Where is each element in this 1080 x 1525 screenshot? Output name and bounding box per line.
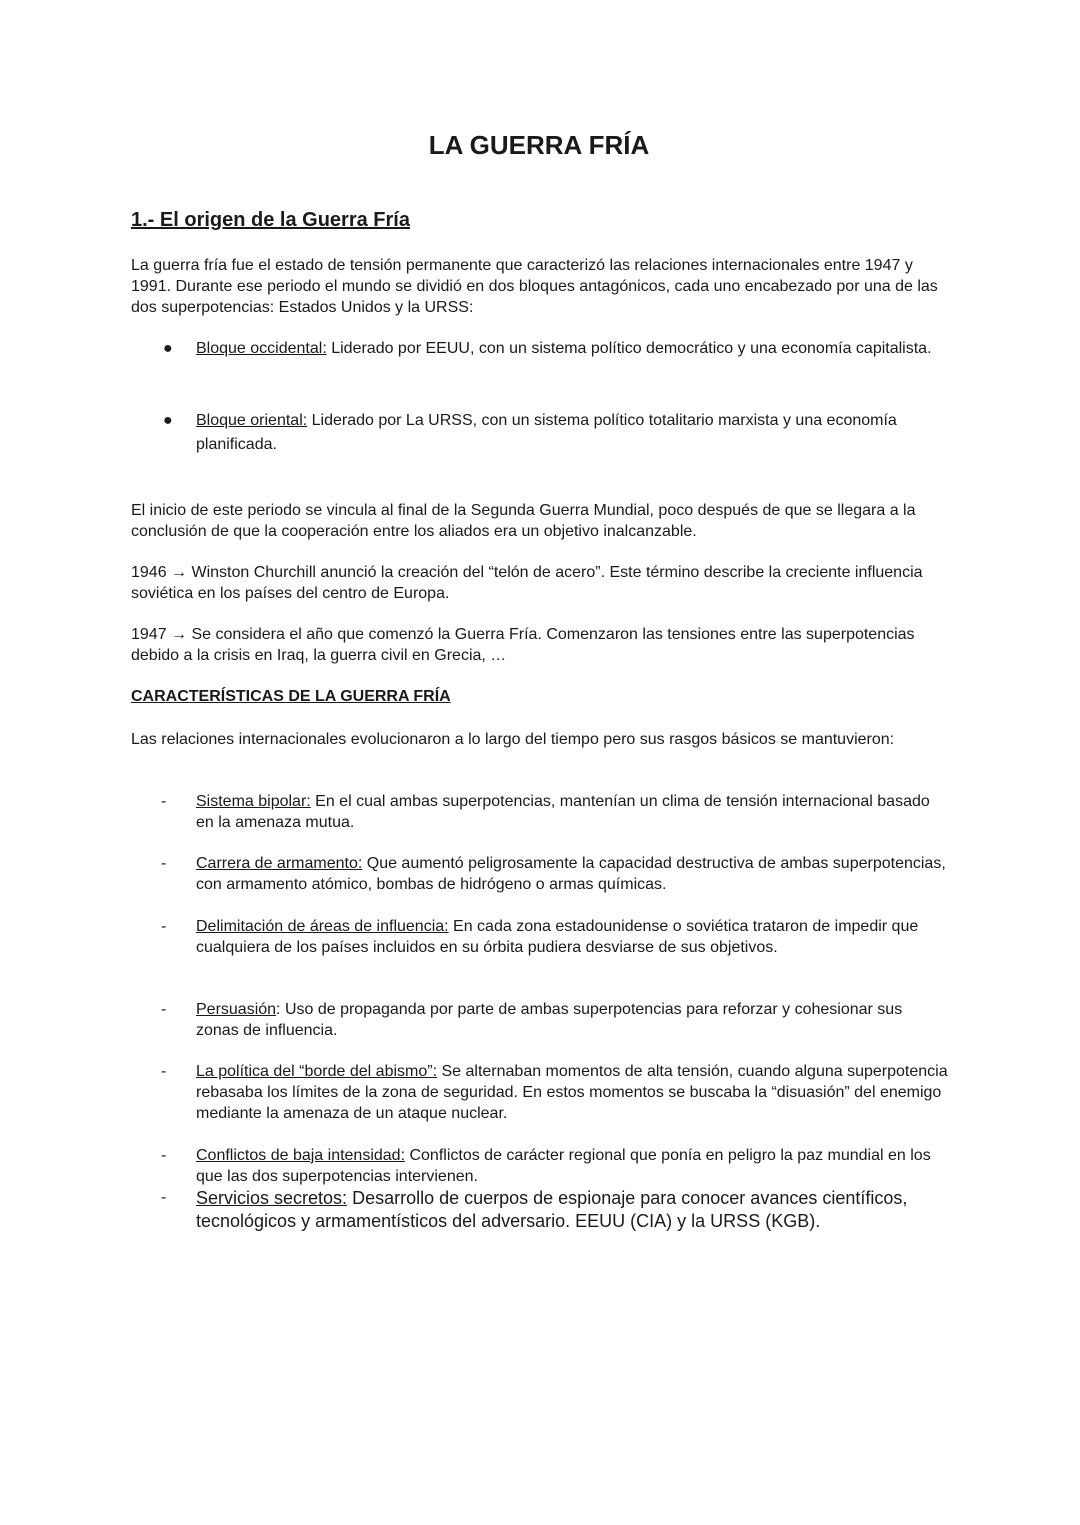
paragraph-1946: 1946 → Winston Churchill anunció la creación del “telón de acero”. Este término describe la creciente influencia soviética en los países del centro de Europa. [131, 564, 923, 602]
list-item-body: Liderado por EEUU, con un sistema político democrático y una economía capitalista. [326, 340, 932, 357]
list-item-label: Servicios secretos: [196, 1188, 348, 1208]
dash-marker: - [161, 855, 167, 872]
list-item-label: Bloque oriental: [196, 412, 308, 429]
dash-marker: - [161, 793, 167, 810]
list-item-label: Carrera de armamento: [196, 855, 363, 872]
paragraph-1947: 1947 → Se considera el año que comenzó la Guerra Fría. Comenzaron las tensiones entre las superpotencias debido a la crisis en Iraq, la guerra civil en Grecia, … [131, 626, 915, 664]
document-title: LA GUERRA FRÍA [428, 130, 650, 160]
list-item-text [196, 853, 948, 895]
dash-marker: - [161, 1189, 167, 1206]
list-item-text [196, 1187, 948, 1233]
list-item-body: En el cual ambas superpotencias, mantenían un clima de tensión internacional basado en la amenaza mutua. [196, 793, 930, 831]
list-item-text [196, 1061, 948, 1124]
list-item-label: La política del “borde del abismo”: [196, 1063, 438, 1080]
list-item-body: Liderado por La URSS, con un sistema político totalitario marxista y una economía planificada. [196, 412, 897, 453]
list-item-text [196, 999, 948, 1041]
list-item-body: : Uso de propaganda por parte de ambas superpotencias para reforzar y cohesionar sus zonas de influencia. [196, 1001, 903, 1039]
list-item-body: Que aumentó peligrosamente la capacidad destructiva de ambas superpotencias, con armamento atómico, bombas de hidrógeno o armas químicas. [196, 855, 946, 893]
list-item-body: Conflictos de carácter regional que ponía en peligro la paz mundial en los que las dos superpotencias intervienen. [196, 1147, 931, 1185]
list-item-label: Bloque occidental: [196, 340, 327, 357]
list-item-text [196, 791, 948, 833]
dash-marker: - [161, 1001, 167, 1018]
list-item-label: Sistema bipolar: [196, 793, 311, 810]
section-heading-origin: 1.- El origen de la Guerra Fría [131, 209, 410, 231]
bullet-marker: ● [163, 340, 173, 357]
list-item-text [196, 409, 948, 457]
characteristics-heading: CARACTERÍSTICAS DE LA GUERRA FRÍA [131, 688, 451, 705]
bullet-marker: ● [163, 412, 173, 429]
list-item-text [196, 916, 948, 958]
dash-marker: - [161, 1147, 167, 1164]
paragraph-inicio: El inicio de este periodo se vincula al final de la Segunda Guerra Mundial, poco después de que se llegara a la conclusión de que la cooperación entre los aliados era un objetivo inalcanzable. [131, 502, 916, 540]
dash-marker: - [161, 918, 167, 935]
list-item-body: Desarrollo de cuerpos de espionaje para conocer avances científicos, tecnológicos y armamentísticos del adversario. EEUU (CIA) y la URSS (KGB). [196, 1188, 908, 1231]
list-item-label: Conflictos de baja intensidad: [196, 1147, 406, 1164]
list-item-label: Delimitación de áreas de influencia: [196, 918, 449, 935]
list-item-body: Se alternaban momentos de alta tensión, cuando alguna superpotencia rebasaba los límites de la zona de seguridad. En estos momentos se buscaba la “disuasión” del enemigo mediante la amenaza de un ataque nuclear. [196, 1063, 948, 1122]
list-item-text [196, 337, 948, 361]
dash-marker: - [161, 1063, 167, 1080]
list-item-body: En cada zona estadounidense o soviética trataron de impedir que cualquiera de los países incluidos en su órbita pudiera desviarse de sus objetivos. [196, 918, 919, 956]
characteristics-intro: Las relaciones internacionales evolucionaron a lo largo del tiempo pero sus rasgos básicos se mantuvieron: [131, 731, 895, 748]
list-item-text [196, 1145, 948, 1187]
list-item-label: Persuasión [196, 1001, 277, 1018]
intro-paragraph: La guerra fría fue el estado de tensión permanente que caracterizó las relaciones internacionales entre 1947 y 1991. Durante ese periodo el mundo se dividió en dos bloques antagónicos, cada uno encabezado por una de las dos superpotencias: Estados Unidos y la URSS: [131, 257, 938, 316]
